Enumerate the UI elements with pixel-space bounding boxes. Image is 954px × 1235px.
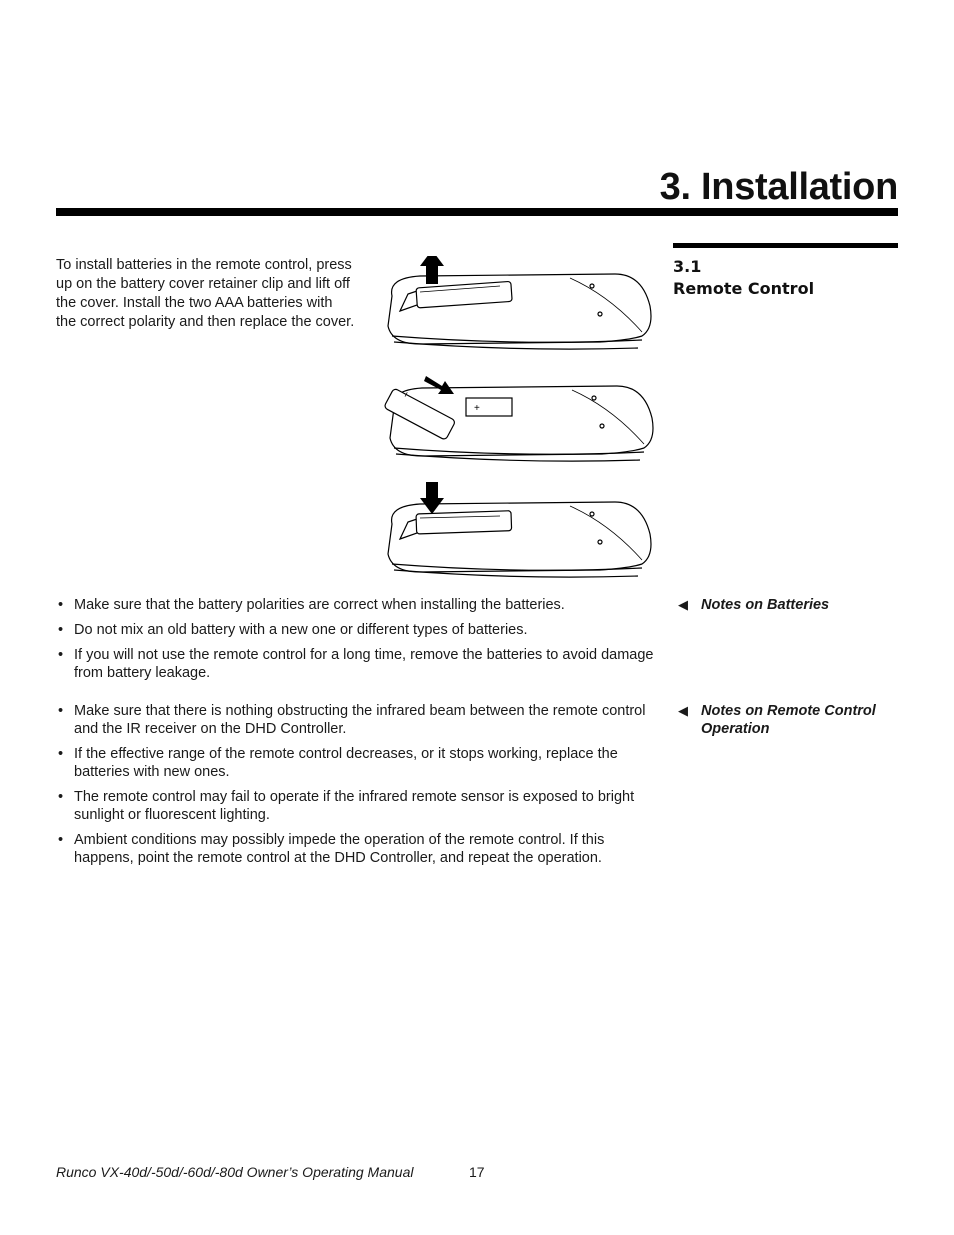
bullet-icon: • — [58, 746, 64, 762]
list-item: • Do not mix an old battery with a new one or different types of batteries. — [58, 622, 528, 638]
bullet-icon: • — [58, 832, 64, 848]
pointer-arrow-icon: ◀ — [678, 597, 688, 612]
remote-step-1-illustration — [388, 256, 651, 349]
list-item: • Make sure that the battery polarities are correct when installing the batteries. — [58, 597, 565, 613]
battery-installation-figure — [380, 256, 660, 586]
notes-on-batteries-label — [678, 596, 898, 614]
list-item: • Ambient conditions may possibly impede the operation of the remote control. If this happens, point the remote control at the DHD Controller, and repeat the operation. — [58, 832, 605, 866]
remote-notes-list — [56, 702, 656, 874]
bullet-icon: • — [58, 647, 64, 663]
pointer-arrow-icon: ◀ — [678, 703, 688, 718]
notes-on-remote-control-text: Notes on Remote Control Operation — [701, 703, 876, 737]
chapter-rule — [56, 208, 898, 216]
section-heading — [673, 256, 898, 300]
section-rule — [673, 243, 898, 248]
bullet-icon: • — [58, 789, 64, 805]
notes-on-batteries-text: Notes on Batteries — [701, 597, 830, 613]
svg-text:+: + — [474, 403, 480, 414]
bullet-icon: • — [58, 703, 64, 719]
list-item: • If the effective range of the remote control decreases, or it stops working, replace the batteries with new ones. — [58, 746, 618, 780]
remote-step-3-illustration — [388, 482, 651, 577]
list-item: • The remote control may fail to operate if the infrared remote sensor is exposed to bright sunlight or fluorescent lighting. — [58, 789, 635, 823]
bullet-icon: • — [58, 597, 64, 613]
footer-page-number: 17 — [469, 1164, 485, 1180]
svg-text:+: + — [400, 388, 411, 402]
remote-step-2-illustration — [384, 376, 653, 461]
list-item: • If you will not use the remote control for a long time, remove the batteries to avoid damage from battery leakage. — [58, 647, 654, 681]
bullet-icon: • — [58, 622, 64, 638]
battery-notes-list — [56, 596, 656, 689]
intro-paragraph: To install batteries in the remote control, press up on the battery cover retainer clip and lift off the cover. Install the two AAA batteries with the correct polarity and then replace the cover. — [56, 257, 355, 330]
section-number: 3.1 — [673, 257, 702, 276]
section-title: Remote Control — [673, 279, 815, 298]
chapter-title: 3. Installation — [659, 166, 898, 208]
list-item: • Make sure that there is nothing obstructing the infrared beam between the remote control and the IR receiver on the DHD Controller. — [58, 703, 646, 737]
footer-manual-title: Runco VX-40d/-50d/-60d/-80d Owner’s Operating Manual — [56, 1164, 414, 1180]
notes-on-remote-control-label — [678, 702, 898, 738]
